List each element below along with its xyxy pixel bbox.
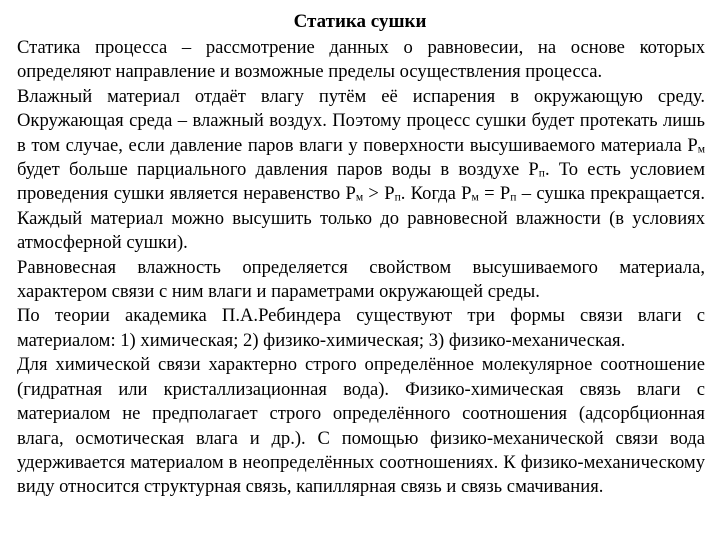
pressure-air-symbol: P xyxy=(384,183,395,205)
text-segment: будет больше парциального давления паров воды в воздухе xyxy=(17,159,529,181)
subscript-m: м xyxy=(355,192,364,205)
body-text xyxy=(17,36,705,500)
paragraph-rebinder-theory: По теории академика П.А.Ребиндера существуют три формы связи влаги с материалом: 1) химическая; 2) физико-химическая; 3) физико-механическая. xyxy=(17,305,705,351)
subscript-p: п xyxy=(510,192,517,205)
pressure-air-symbol: P xyxy=(528,159,539,181)
pressure-material-symbol: P xyxy=(687,134,698,156)
paragraph-drying-condition xyxy=(17,85,705,256)
subscript-p: п xyxy=(538,167,545,180)
pressure-air-symbol: P xyxy=(499,183,511,205)
text-segment: . То есть условием проведения сушки является неравенство xyxy=(17,159,705,205)
subscript-p: п xyxy=(394,192,401,205)
subscript-m: м xyxy=(471,192,479,205)
greater-than-sign: > xyxy=(363,183,385,205)
text-segment: Влажный материал отдаёт влагу путём её испарения в окружающую среду. Окружающая среда – влажный воздух. Поэтому процесс сушки будет протекать лишь в том случае, если давление паров влаги у поверхности высушиваемого материала xyxy=(17,85,705,156)
paragraph-bond-types: Для химической связи характерно строго определённое молекулярное соотношение (гидратная или кристаллизационная вода). Физико-химическая связь влаги с материалом не предполагает строго определённого соотношения (адсорбционная влага, осмотическая влага и др.). С помощью физико-механической связи вода удерживается материалом в неопределённых соотношениях. К физико-механическому виду относится структурная связь, капиллярная связь и связь смачивания. xyxy=(17,354,705,498)
pressure-material-symbol: P xyxy=(345,183,356,205)
pressure-material-symbol: P xyxy=(461,183,472,205)
paragraph-equilibrium-moisture: Равновесная влажность определяется свойством высушиваемого материала, характером связи с ним влаги и параметрами окружающей среды. xyxy=(17,256,705,303)
paragraph-statics-definition: Статика процесса – рассмотрение данных о равновесии, на основе которых определяют направление и возможные пределы осуществления процесса. xyxy=(17,37,705,83)
text-segment: – сушка прекращается. Каждый материал можно высушить только до равновесной влажности (в условиях атмосферной сушки). xyxy=(17,183,705,254)
subscript-m: м xyxy=(697,143,705,156)
equals-sign: = xyxy=(478,183,500,205)
text-segment: . Когда xyxy=(400,183,462,205)
page-title: Статика сушки xyxy=(293,11,427,32)
